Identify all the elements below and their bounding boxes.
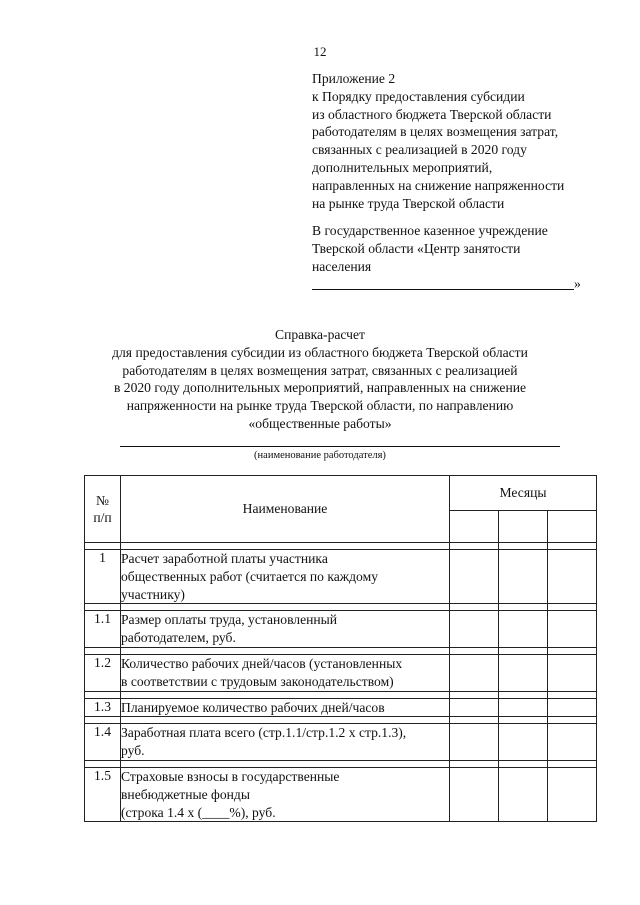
row-number: 1.3 xyxy=(85,698,121,717)
header-number xyxy=(85,476,121,543)
row-name-line: Количество рабочих дней/часов (установленных xyxy=(121,655,403,671)
row-name-line: в соответствии с трудовым законодательством) xyxy=(121,673,394,689)
value-cell[interactable] xyxy=(548,654,597,691)
appendix-line: дополнительных мероприятий, xyxy=(312,159,493,175)
recipient-block xyxy=(312,222,622,275)
row-name xyxy=(121,550,450,604)
header-number-sign: № xyxy=(96,493,109,508)
row-number: 1.4 xyxy=(85,724,121,761)
value-cell[interactable] xyxy=(499,654,548,691)
month-cell[interactable] xyxy=(548,510,597,543)
row-name-line: руб. xyxy=(121,743,145,759)
header-months: Месяцы xyxy=(450,476,597,511)
value-cell[interactable] xyxy=(548,550,597,604)
table-spacer xyxy=(85,691,597,698)
page-number: 12 xyxy=(313,44,327,59)
table-header-row xyxy=(85,476,597,511)
title-line: «общественные работы» xyxy=(248,415,392,431)
month-cell[interactable] xyxy=(450,510,499,543)
appendix-line: работодателям в целях возмещения затрат, xyxy=(312,124,559,140)
table-spacer xyxy=(85,604,597,611)
value-cell[interactable] xyxy=(499,767,548,821)
month-cell[interactable] xyxy=(499,510,548,543)
recipient-line-text: В государственное казенное учреждение xyxy=(312,223,548,238)
row-name xyxy=(121,724,450,761)
table-row xyxy=(85,767,597,821)
table-spacer xyxy=(85,760,597,767)
value-cell[interactable] xyxy=(548,767,597,821)
appendix-line: из областного бюджета Тверской области xyxy=(312,106,552,122)
value-cell[interactable] xyxy=(548,698,597,717)
row-name-line: работодателем, руб. xyxy=(121,630,236,646)
row-name-line: внебюджетные фонды xyxy=(121,786,250,802)
table-row xyxy=(85,698,597,717)
value-cell[interactable] xyxy=(450,698,499,717)
row-name-line: Размер оплаты труда, установленный xyxy=(121,612,338,628)
table-row xyxy=(85,724,597,761)
row-number: 1.1 xyxy=(85,611,121,648)
recipient-line-text: Тверской области «Центр занятости xyxy=(312,240,521,256)
row-name xyxy=(121,611,450,648)
title-line: Справка-расчет xyxy=(275,327,365,342)
appendix-line: направленных на снижение напряженности xyxy=(312,177,565,193)
appendix-block xyxy=(312,70,622,212)
calculation-table xyxy=(84,475,597,822)
table-spacer xyxy=(85,717,597,724)
value-cell[interactable] xyxy=(450,767,499,821)
title-line: напряженности на рынке труда Тверской области, по направлению xyxy=(126,398,514,414)
header-number-abbr: п/п xyxy=(93,510,112,525)
recipient-fill-line[interactable] xyxy=(312,289,574,290)
value-cell[interactable] xyxy=(450,611,499,648)
value-cell[interactable] xyxy=(450,654,499,691)
row-name xyxy=(121,767,450,821)
value-cell[interactable] xyxy=(450,724,499,761)
row-number: 1.5 xyxy=(85,767,121,821)
row-number: 1 xyxy=(85,550,121,604)
appendix-line: связанных с реализацией в 2020 году xyxy=(312,142,527,158)
row-number: 1.2 xyxy=(85,654,121,691)
employer-caption: (наименование работодателя) xyxy=(254,450,386,461)
table-spacer xyxy=(85,647,597,654)
employer-fill-line[interactable] xyxy=(120,446,560,447)
value-cell[interactable] xyxy=(499,698,548,717)
value-cell[interactable] xyxy=(548,611,597,648)
appendix-line: к Порядку предоставления субсидии xyxy=(312,88,525,104)
header-name: Наименование xyxy=(121,476,450,543)
recipient-line-text: населения xyxy=(312,258,372,274)
row-name-line: участнику) xyxy=(121,586,185,602)
row-name-line: Заработная плата всего (стр.1.1/стр.1.2 х стр.1.3), xyxy=(121,725,407,741)
value-cell[interactable] xyxy=(499,550,548,604)
title-line: для предоставления субсидии из областного бюджета Тверской области xyxy=(112,344,528,360)
row-name-line: Страховые взносы в государственные xyxy=(121,768,340,784)
value-cell[interactable] xyxy=(499,724,548,761)
table-row xyxy=(85,611,597,648)
row-name-line: Планируемое количество рабочих дней/часов xyxy=(121,699,385,715)
title-line: в 2020 году дополнительных мероприятий, направленных на снижение xyxy=(113,380,527,396)
row-name-line: (строка 1.4 х (____%), руб. xyxy=(121,804,276,820)
table-row xyxy=(85,550,597,604)
row-name-line: общественных работ (считается по каждому xyxy=(121,568,378,584)
title-line: работодателям в целях возмещения затрат, связанных с реализацией xyxy=(122,362,518,378)
table-row xyxy=(85,654,597,691)
value-cell[interactable] xyxy=(450,550,499,604)
document-title xyxy=(60,326,580,433)
row-name xyxy=(121,698,450,717)
value-cell[interactable] xyxy=(548,724,597,761)
table-spacer xyxy=(85,543,597,550)
appendix-line: на рынке труда Тверской области xyxy=(312,195,505,211)
value-cell[interactable] xyxy=(499,611,548,648)
appendix-line: Приложение 2 xyxy=(312,71,396,86)
recipient-closing-quote: » xyxy=(574,276,581,291)
row-name xyxy=(121,654,450,691)
row-name-line: Расчет заработной платы участника xyxy=(121,551,328,566)
